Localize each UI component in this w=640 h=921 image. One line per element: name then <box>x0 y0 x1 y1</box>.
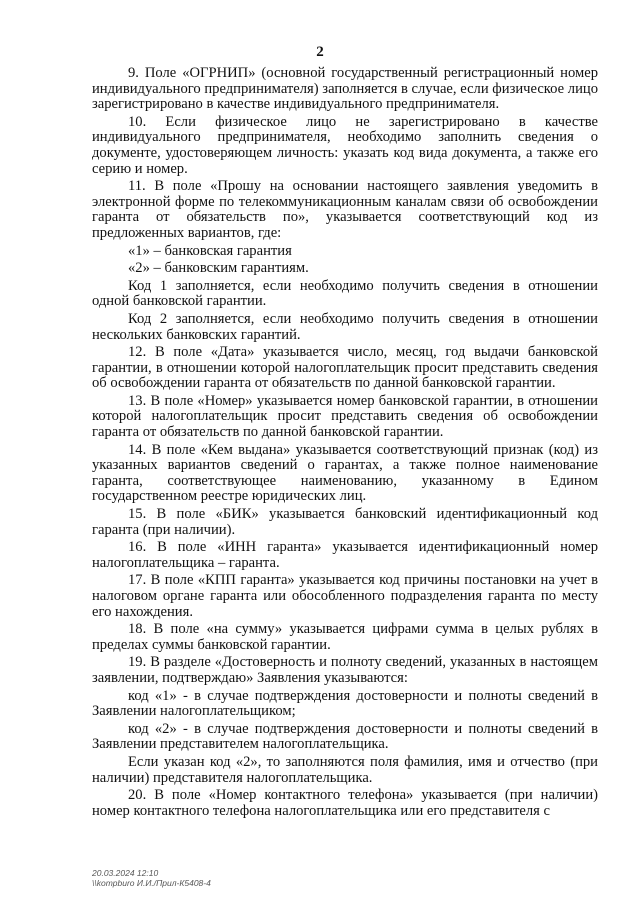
footer-stamp <box>92 868 211 888</box>
paragraph-item-20: 20. В поле «Номер контактного телефона» указывается (при наличии) номер контактного телефона налогоплательщика или его представителя с <box>92 787 598 819</box>
page-number: 2 <box>316 44 324 60</box>
paragraph-item-13: 13. В поле «Номер» указывается номер банковской гарантии, в отношении которой налогоплательщик просит представить сведения об освобождении гаранта от обязательств по данной банковской гарантии. <box>92 392 598 441</box>
option-line-2: «2» – банковским гарантиям. <box>128 260 309 277</box>
option-line-1: «1» – банковская гарантия <box>128 242 292 259</box>
code-1-line: код «1» - в случае подтверждения достоверности и полноты сведений в Заявлении налогоплательщиком; <box>92 687 598 720</box>
paragraph-item-15: 15. В поле «БИК» указывается банковский идентификационный код гаранта (при наличии). <box>92 506 598 538</box>
footer-file-path: \\kompburo И.И./Прил-К5408-4 <box>92 878 211 888</box>
document-body <box>92 66 598 821</box>
code-2-note: Код 2 заполняется, если необходимо получить сведения в отношении нескольких банковских гарантий. <box>92 310 598 343</box>
representative-note: Если указан код «2», то заполняются поля фамилия, имя и отчество (при наличии) представителя налогоплательщика. <box>92 753 598 786</box>
paragraph-item-14: 14. В поле «Кем выдана» указывается соответствующий признак (код) из указанных вариантов сведений о гарантах, а также полное наименование гаранта, соответствующее наименованию, указанному в Едином государственном реестре юридических лиц. <box>92 441 598 505</box>
code-2-line: код «2» - в случае подтверждения достоверности и полноты сведений в Заявлении представителем налогоплательщика. <box>92 720 598 753</box>
footer-timestamp: 20.03.2024 12:10 <box>92 868 159 878</box>
paragraph-item-12: 12. В поле «Дата» указывается число, месяц, год выдачи банковской гарантии, в отношении которой налогоплательщик просит представить сведения об освобождении гаранта от обязательств по данной банковской гарантии. <box>92 344 598 392</box>
paragraph-item-16: 16. В поле «ИНН гаранта» указывается идентификационный номер налогоплательщика – гаранта. <box>92 539 598 571</box>
paragraph-item-9: 9. Поле «ОГРНИП» (основной государственный регистрационный номер индивидуального предпринимателя) заполняется в случае, если физическое лицо зарегистрировано в качестве индивидуального предпринимателя. <box>92 65 598 113</box>
paragraph-item-18: 18. В поле «на сумму» указывается цифрами сумма в целых рублях в пределах суммы банковской гарантии. <box>92 621 598 653</box>
paragraph-item-10: 10. Если физическое лицо не зарегистрировано в качестве индивидуального предпринимателя, необходимо заполнить сведения о документе, удостоверяющем личность: указать код вида документа, а также его серию и номер. <box>92 113 598 177</box>
paragraph-item-11: 11. В поле «Прошу на основании настоящего заявления уведомить в электронной форме по телекоммуникационным каналам связи об освобождении гаранта от обязательств по», указывается соответствующий код из предложенных вариантов, где: <box>92 178 598 241</box>
paragraph-item-17: 17. В поле «КПП гаранта» указывается код причины постановки на учет в налоговом органе гаранта или обособленного подразделения гаранта по месту его нахождения. <box>92 572 598 620</box>
paragraph-item-19: 19. В разделе «Достоверность и полноту сведений, указанных в настоящем заявлении, подтверждаю» Заявления указываются: <box>92 654 598 686</box>
code-1-note: Код 1 заполняется, если необходимо получить сведения в отношении одной банковской гарантии. <box>92 277 598 310</box>
